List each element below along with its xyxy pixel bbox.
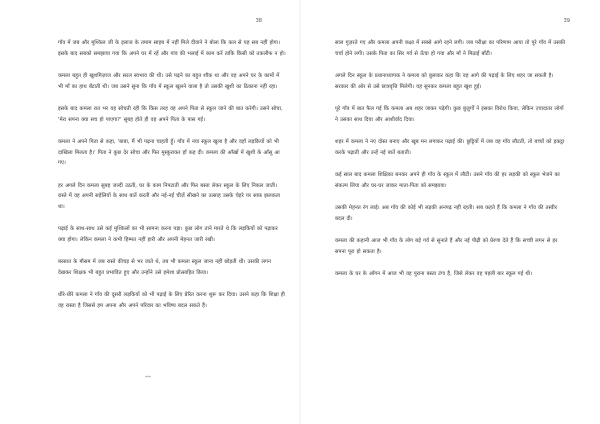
paragraph: पढ़ाई के साथ-साथ उसे कई मुश्किलों का भी सामना करना पड़ा। कुछ लोग ताने मारते थे कि लड़कियों को पढ़ाकर क्या होगा। लेकिन कमला ने कभी हिम्मत नहीं हारी और अपनी मेहनत जारी रखी। bbox=[58, 226, 278, 243]
footer-mark: *** bbox=[145, 375, 151, 380]
page-number: 39 bbox=[563, 18, 570, 24]
paragraph: अगले दिन स्कूल के प्रधानाध्यापक ने कमला को बुलाकर कहा कि वह आगे की पढ़ाई के लिए शहर जा सकती है। सरकार की ओर से उसे छात्रवृत्ति मिलेगी। यह सुनकर कमला बहुत खुश हुई। bbox=[335, 73, 554, 90]
right-page bbox=[300, 0, 600, 424]
paragraph: कई साल बाद कमला शिक्षिका बनकर अपने ही गाँव के स्कूल में लौटी। उसने गाँव की हर लड़की को स्कूल भेजने का संकल्प लिया और घर-घर जाकर माता-पिता को समझाया। bbox=[335, 172, 560, 189]
paragraph: धीरे-धीरे कमला ने गाँव की दूसरी लड़कियों को भी पढ़ाई के लिए प्रेरित करना शुरू कर दिया। उसने कहा कि शिक्षा ही वह रास्ता है जिससे हम अपना और अपने परिवार का भविष्य बदल सकते हैं। bbox=[58, 292, 285, 309]
paragraph: बरसात के मौसम में जब रास्ते कीचड़ से भर जाते थे, तब भी कमला स्कूल जाना नहीं छोड़ती थी। उसकी लगन देखकर शिक्षक भी बहुत प्रभावित हुए और उन्होंने उसे हमेशा प्रोत्साहित किया। bbox=[58, 259, 271, 276]
paragraph: शहर में कमला ने नए दोस्त बनाए और खूब मन लगाकर पढ़ाई की। छुट्टियों में जब वह गाँव लौटती, तो बच्चों को इकट्ठा करके पढ़ाती और उन्हें नई बातें बताती। bbox=[335, 139, 565, 156]
paragraph: कमला के घर के आँगन में आज भी वह पुराना बस्ता टंगा है, जिसे लेकर वह पहली बार स्कूल गई थी। bbox=[335, 271, 533, 277]
paragraph: साल गुज़रते गए और कमला अपनी कक्षा में सबसे आगे रहने लगी। जब परीक्षा का परिणाम आया तो पूरे गाँव में उसकी चर्चा होने लगी। उसके पिता का सिर गर्व से ऊँचा हो गया और माँ ने मिठाई बाँटी। bbox=[335, 40, 566, 57]
paragraph: उसकी मेहनत रंग लाई। अब गाँव की कोई भी लड़की अनपढ़ नहीं रहती। सब कहते हैं कि कमला ने गाँव की तस्वीर बदल दी। bbox=[335, 205, 558, 222]
paragraph: कमला की कहानी आज भी गाँव के लोग बड़े गर्व से सुनाते हैं और नई पीढ़ी को प्रेरणा देते हैं कि सच्ची लगन से हर सपना पूरा हो सकता है। bbox=[335, 238, 558, 255]
paragraph: कमला ने अपने पिता से कहा, 'बाबा, मैं भी पढ़ना चाहती हूँ। गाँव में नया स्कूल खुला है और वहाँ लड़कियों को भी दाखिला मिलता है।' पिता ने कुछ देर सोचा और फिर मुस्कुराकर हाँ कह दी। कमला की आँखों में खुशी के आँसू आ गए। bbox=[58, 139, 280, 166]
paragraph: इसके बाद कमला रात भर यह सोचती रही कि किस तरह वह अपने पिता से स्कूल जाने की बात करेगी। उसने सोचा, 'मेरा सपना क्या सच हो पाएगा?' सुबह होते ही वह अपने पिता के पास गई। bbox=[58, 106, 283, 123]
paragraph: गाँव में जब और मुश्किल जी के इलाज के तमाम साहब में नहीं मिले दीवाने ने बोला कि कल से यह सब नहीं होगा। इसके बाद सबको समझाया गया कि अपने घर में रहें और गांव की भलाई में काम करें ताकि किसी को तकलीफ न हो। bbox=[58, 40, 286, 57]
page-number: 38 bbox=[255, 18, 262, 24]
paragraph: कमला बहुत ही खुशमिज़ाज और सरल स्वभाव की थी। उसे पढ़ने का बहुत शौक था और वह अपने घर के कामों में भी माँ का हाथ बँटाती थी। जब उसने सुना कि गाँव में स्कूल खुलने वाला है तो उसकी खुशी का ठिकाना नहीं रहा। bbox=[58, 73, 280, 90]
paragraph: पूरे गाँव में बात फैल गई कि कमला अब शहर जाकर पढ़ेगी। कुछ बुज़ुर्गों ने इसका विरोध किया, लेकिन ज़्यादातर लोगों ने उसका साथ दिया और आशीर्वाद दिया। bbox=[335, 106, 564, 123]
paragraph: हर अगले दिन कमला सुबह जल्दी उठती, घर के काम निपटाती और फिर बस्ता लेकर स्कूल के लिए निकल जाती। रास्ते में वह अपनी सहेलियों के साथ बातें करती और नई-नई चीज़ें सीखने का उत्साह उसके चेहरे पर साफ़ झलकता था। bbox=[58, 182, 281, 210]
